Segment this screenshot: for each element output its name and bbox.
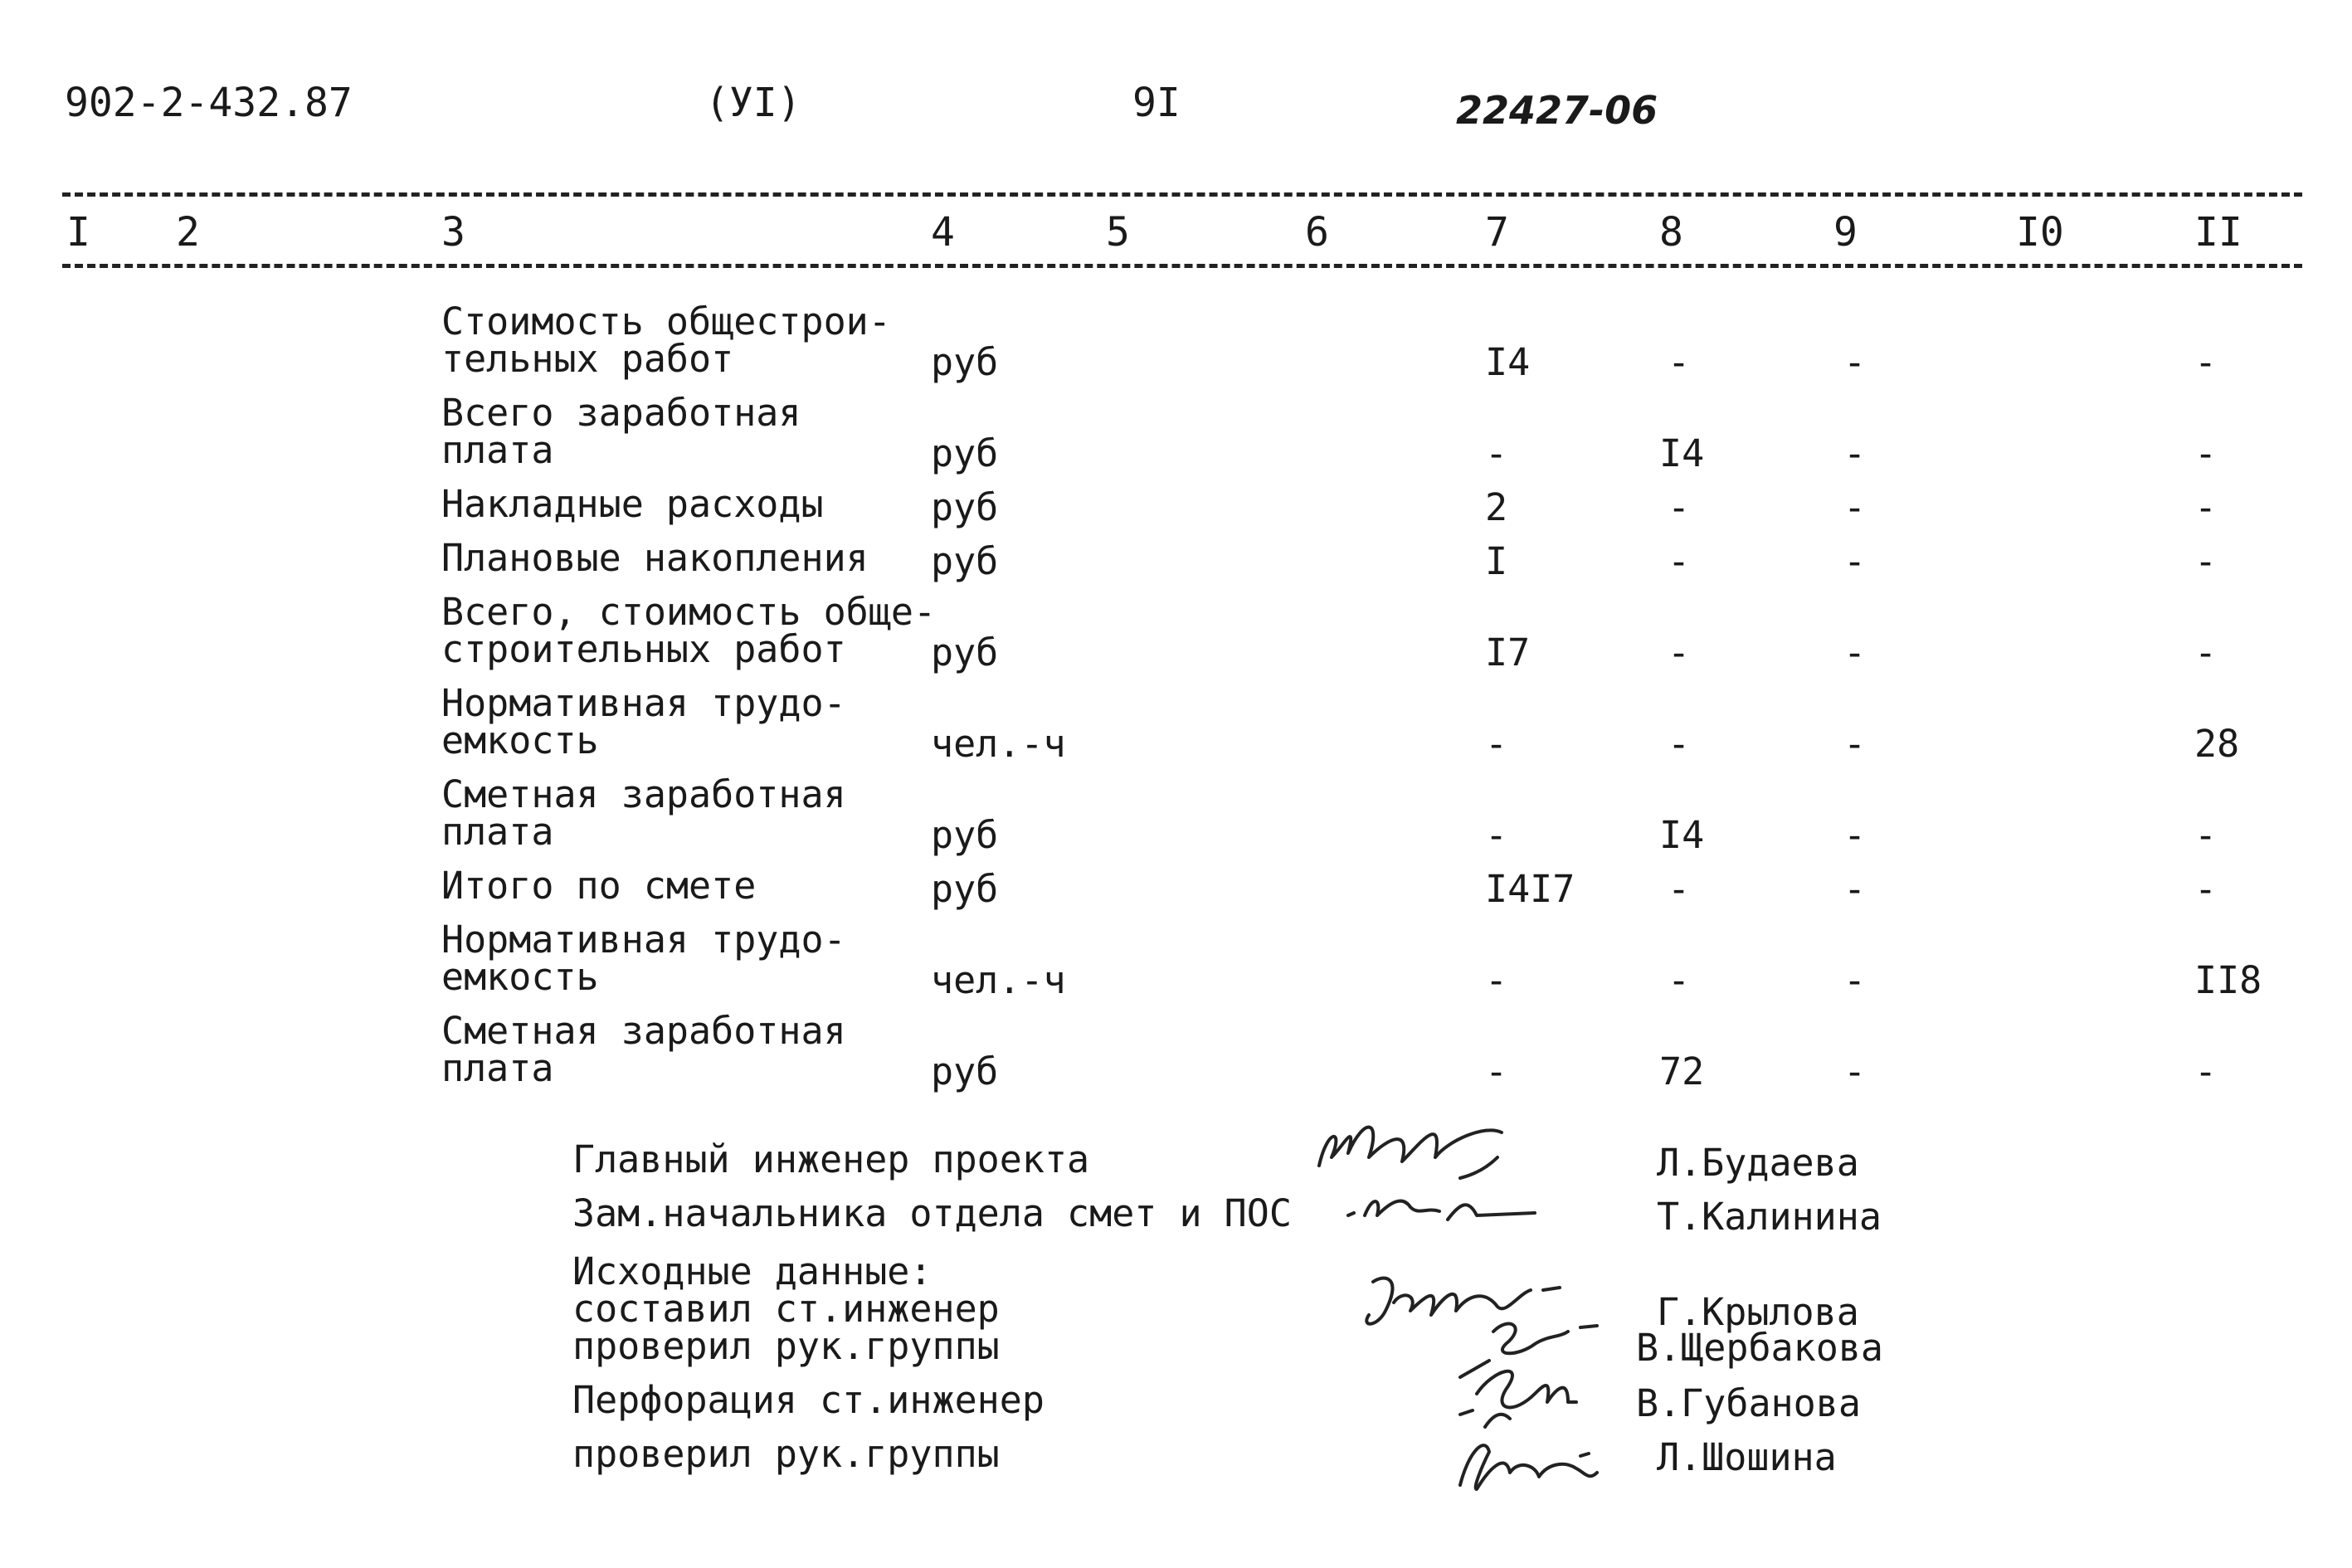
perforation-name: В.Губанова — [1636, 1381, 1861, 1425]
row-value-col9: - — [1843, 958, 1867, 1002]
row-value-col9: - — [1843, 431, 1867, 475]
row-label: Накладные расходы — [441, 482, 824, 526]
column-header-5: 5 — [1106, 209, 1130, 256]
page-number: 9I — [1132, 80, 1181, 126]
row-value-col7: - — [1485, 431, 1508, 475]
row-value-col8: - — [1668, 958, 1691, 1002]
compiled-by-name: Г.Крылова — [1657, 1290, 1859, 1334]
column-header-10: I0 — [2016, 209, 2064, 256]
row-value-col8: - — [1668, 722, 1691, 766]
row-value-col11: 28 — [2194, 722, 2240, 766]
column-header-4: 4 — [931, 209, 955, 256]
row-value-col7: - — [1485, 813, 1508, 857]
deputy-head-label: Зам.начальника отдела смет и ПОС — [572, 1191, 1292, 1235]
row-unit: руб — [931, 867, 999, 911]
row-value-col11: - — [2194, 431, 2218, 475]
row-value-col8: - — [1668, 539, 1691, 583]
row-value-col8: - — [1668, 631, 1691, 674]
row-value-col9: - — [1843, 722, 1867, 766]
row-label: Всего, стоимость обще- строительных работ — [441, 590, 937, 671]
column-header-8: 8 — [1659, 209, 1683, 256]
row-value-col7: - — [1485, 722, 1508, 766]
chief-engineer-label: Главный инженер проекта — [572, 1137, 1090, 1181]
row-value-col7: I7 — [1485, 631, 1531, 674]
row-value-col9: - — [1843, 867, 1867, 911]
perforation-checked-name: Л.Шошина — [1657, 1435, 1837, 1479]
row-value-col7: I — [1485, 539, 1508, 583]
column-header-1: I — [66, 209, 90, 256]
row-label: Сметная заработная плата — [441, 1009, 846, 1090]
section-number: (УI) — [705, 80, 801, 126]
row-value-col11: - — [2194, 813, 2218, 857]
row-value-col8: - — [1668, 485, 1691, 529]
row-unit: руб — [931, 431, 999, 475]
checked-by-name: В.Щербакова — [1636, 1326, 1884, 1370]
row-unit: руб — [931, 813, 999, 857]
row-value-col7: 2 — [1485, 485, 1508, 529]
row-value-col11: - — [2194, 485, 2218, 529]
source-data-label: Исходные данные: составил ст.инженер проверил рук.группы — [572, 1249, 1000, 1368]
row-label: Итого по смете — [441, 864, 757, 908]
row-value-col8: I4 — [1659, 431, 1705, 475]
row-value-col11: - — [2194, 1049, 2218, 1093]
row-value-col8: - — [1668, 340, 1691, 384]
table-header-bottom-rule — [62, 264, 2302, 268]
row-unit: руб — [931, 539, 999, 583]
signature-krylova — [1366, 1278, 1560, 1324]
row-unit: руб — [931, 485, 999, 529]
row-value-col7: - — [1485, 1049, 1508, 1093]
row-label: Стоимость общестрои- тельных работ — [441, 299, 891, 381]
row-value-col7: I4I7 — [1485, 867, 1575, 911]
column-header-9: 9 — [1833, 209, 1858, 256]
row-value-col11: II8 — [2194, 958, 2262, 1002]
row-label: Нормативная трудо- емкость — [441, 681, 846, 762]
table-top-rule — [62, 192, 2302, 197]
column-header-2: 2 — [176, 209, 200, 256]
document-id: 902-2-432.87 — [65, 80, 353, 126]
signature-budaeva — [1319, 1127, 1502, 1178]
row-value-col9: - — [1843, 1049, 1867, 1093]
perforation-label: Перфорация ст.инженер — [572, 1378, 1045, 1422]
column-header-6: 6 — [1305, 209, 1329, 256]
row-unit: чел.-ч — [931, 958, 1066, 1002]
signature-gubanova — [1460, 1371, 1576, 1427]
row-value-col9: - — [1843, 631, 1867, 674]
row-unit: руб — [931, 1049, 999, 1093]
deputy-head-name: Т.Калинина — [1657, 1195, 1882, 1239]
handwritten-stamp-number: 22427-06 — [1456, 88, 1658, 133]
row-value-col11: - — [2194, 867, 2218, 911]
row-unit: руб — [931, 340, 999, 384]
row-value-col9: - — [1843, 539, 1867, 583]
signature-shoshina — [1460, 1445, 1597, 1489]
row-value-col11: - — [2194, 340, 2218, 384]
row-value-col11: - — [2194, 631, 2218, 674]
row-value-col8: - — [1668, 867, 1691, 911]
perforation-checked-label: проверил рук.группы — [572, 1432, 1000, 1476]
chief-engineer-name: Л.Будаева — [1657, 1141, 1859, 1185]
row-value-col8: I4 — [1659, 813, 1705, 857]
row-value-col9: - — [1843, 813, 1867, 857]
signature-kalinina — [1348, 1201, 1535, 1220]
signature-scherbakova — [1460, 1324, 1597, 1377]
column-header-7: 7 — [1485, 209, 1509, 256]
row-unit: руб — [931, 631, 999, 674]
row-value-col8: 72 — [1659, 1049, 1705, 1093]
row-label: Сметная заработная плата — [441, 772, 846, 854]
row-label: Всего заработная плата — [441, 391, 801, 472]
row-value-col7: I4 — [1485, 340, 1531, 384]
row-label: Нормативная трудо- емкость — [441, 918, 846, 999]
row-value-col11: - — [2194, 539, 2218, 583]
row-value-col7: - — [1485, 958, 1508, 1002]
column-header-3: 3 — [441, 209, 465, 256]
row-label: Плановые накопления — [441, 536, 869, 580]
column-header-11: II — [2194, 209, 2242, 256]
row-unit: чел.-ч — [931, 722, 1066, 766]
row-value-col9: - — [1843, 485, 1867, 529]
row-value-col9: - — [1843, 340, 1867, 384]
